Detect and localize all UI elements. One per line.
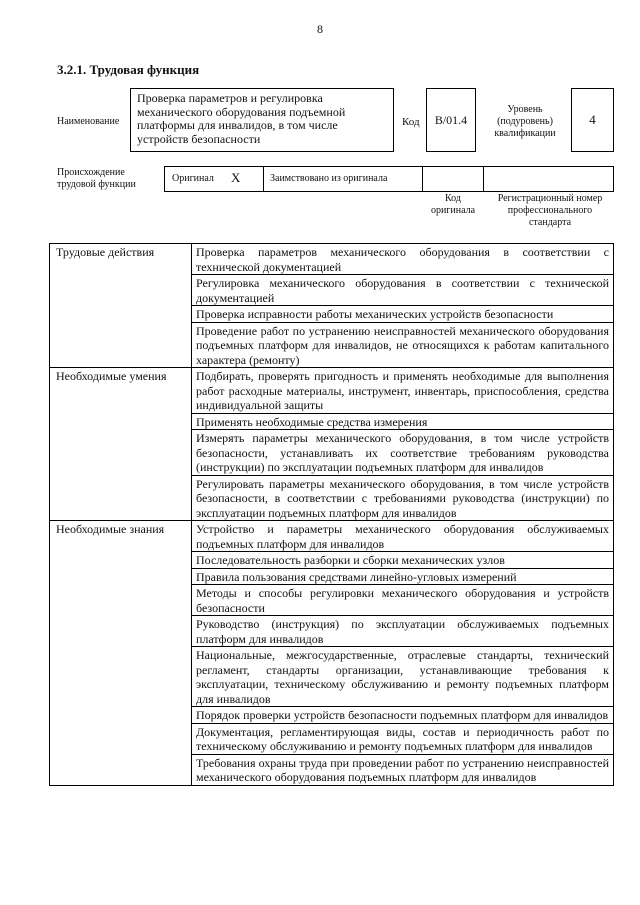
item-cell: Национальные, межгосударственные, отраслевые стандарты, технический регламент, стандарты организации, устанавливающие требования к эксплуатации, техническому обслуживанию и ремонту подъемных платформ для инвалидов bbox=[192, 647, 614, 707]
page-number: 8 bbox=[317, 22, 323, 36]
table-row bbox=[50, 368, 614, 414]
section-title: 3.2.1. Трудовая функция bbox=[57, 62, 200, 77]
category-cell: Необходимые знания bbox=[50, 521, 192, 786]
item-cell: Измерять параметры механического оборудования, в том числе устройств безопасности, устанавливать их соответствие требованиям руководства (инструкции) по эксплуатации подъемных платформ для инвалидов bbox=[192, 430, 614, 476]
item-cell: Регулировка механического оборудования в соответствии с технической документацией bbox=[192, 275, 614, 306]
origin-divider bbox=[422, 166, 423, 192]
item-cell: Проверка параметров механического оборудования в соответствии с технической документацией bbox=[192, 244, 614, 275]
origin-divider bbox=[483, 166, 484, 192]
name-label: Наименование bbox=[57, 116, 120, 127]
original-label: Оригинал bbox=[172, 173, 214, 184]
code-label: Код bbox=[402, 116, 420, 128]
reg-number-caption: Регистрационный номер профессионального стандарта bbox=[497, 193, 603, 228]
level-value-box: 4 bbox=[571, 88, 614, 152]
item-cell: Применять необходимые средства измерения bbox=[192, 413, 614, 430]
borrowed-label: Заимствовано из оригинала bbox=[270, 173, 388, 184]
item-cell: Документация, регламентирующая виды, состав и периодичность работ по техническому обслуживанию и ремонту подъемных платформ для инвалидов bbox=[192, 723, 614, 754]
item-cell: Последовательность разборки и сборки механических узлов bbox=[192, 552, 614, 569]
origin-divider bbox=[263, 166, 264, 192]
item-cell: Проверка исправности работы механических устройств безопасности bbox=[192, 306, 614, 323]
origin-label: Происхождение трудовой функции bbox=[57, 167, 136, 190]
item-cell: Порядок проверки устройств безопасности подъемных платформ для инвалидов bbox=[192, 707, 614, 724]
code-original-caption: Код оригинала bbox=[430, 193, 476, 216]
table-row bbox=[50, 521, 614, 552]
category-cell: Необходимые умения bbox=[50, 368, 192, 521]
item-cell: Подбирать, проверять пригодность и применять необходимые для выполнения работ расходные материалы, инструмент, инвентарь, приспособления, средства индивидуальной защиты bbox=[192, 368, 614, 414]
item-cell: Требования охраны труда при проведении работ по устранению неисправностей механического оборудования подъемных платформ для инвалидов bbox=[192, 754, 614, 785]
level-label: Уровень (подуровень) квалификации bbox=[494, 104, 556, 139]
item-cell: Устройство и параметры механического оборудования обслуживаемых подъемных платформ для инвалидов bbox=[192, 521, 614, 552]
item-cell: Регулировать параметры механического оборудования, в том числе устройств безопасности, в соответствии с требованиями руководства (инструкции) по эксплуатации подъемных платформ для инвалидов bbox=[192, 475, 614, 521]
item-cell: Руководство (инструкция) по эксплуатации обслуживаемых подъемных платформ для инвалидов bbox=[192, 616, 614, 647]
code-value-box: B/01.4 bbox=[426, 88, 476, 152]
category-cell: Трудовые действия bbox=[50, 244, 192, 368]
item-cell: Правила пользования средствами линейно-угловых измерений bbox=[192, 568, 614, 585]
function-name-box: Проверка параметров и регулировка механического оборудования подъемной платформы для инвалидов, в том числе устройств безопасности bbox=[130, 88, 394, 152]
item-cell: Проведение работ по устранению неисправностей механического оборудования подъемных платформ для инвалидов, не относящихся к работам капитального характера (ремонту) bbox=[192, 322, 614, 368]
labor-function-table bbox=[49, 243, 614, 786]
item-cell: Методы и способы регулировки механического оборудования и устройств безопасности bbox=[192, 585, 614, 616]
table-row bbox=[50, 244, 614, 275]
original-mark: X bbox=[231, 170, 241, 185]
